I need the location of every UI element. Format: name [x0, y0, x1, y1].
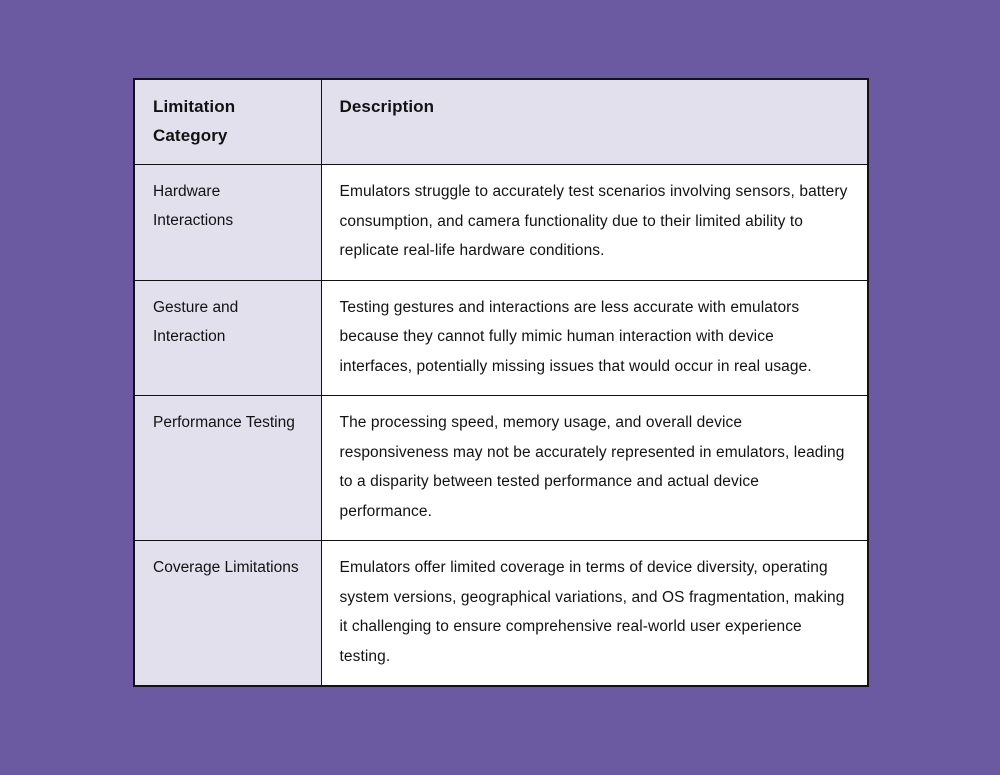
- description-cell-performance-testing: The processing speed, memory usage, and overall device responsiveness may not be accurately represented in emulators, leading to a disparity between tested performance and actual device performance.: [321, 396, 868, 541]
- header-limitation-category: Limitation Category: [134, 79, 321, 165]
- category-cell-gesture-interaction: Gesture and Interaction: [134, 280, 321, 396]
- table-header-row: [134, 79, 868, 165]
- description-cell-gesture-interaction: Testing gestures and interactions are less accurate with emulators because they cannot fully mimic human interaction with device interfaces, potentially missing issues that would occur in real usage.: [321, 280, 868, 396]
- table-row: [134, 165, 868, 281]
- category-cell-hardware-interactions: Hardware Interactions: [134, 165, 321, 281]
- category-cell-coverage-limitations: Coverage Limitations: [134, 541, 321, 687]
- category-cell-performance-testing: Performance Testing: [134, 396, 321, 541]
- description-cell-coverage-limitations: Emulators offer limited coverage in terms of device diversity, operating system versions, geographical variations, and OS fragmentation, making it challenging to ensure comprehensive real-world user experience testing.: [321, 541, 868, 687]
- limitations-table: [133, 78, 869, 687]
- description-cell-hardware-interactions: Emulators struggle to accurately test scenarios involving sensors, battery consumption, and camera functionality due to their limited ability to replicate real-life hardware conditions.: [321, 165, 868, 281]
- header-description: Description: [321, 79, 868, 165]
- table-row: [134, 280, 868, 396]
- table-row: [134, 396, 868, 541]
- limitations-table-container: [133, 78, 869, 687]
- table-row: [134, 541, 868, 687]
